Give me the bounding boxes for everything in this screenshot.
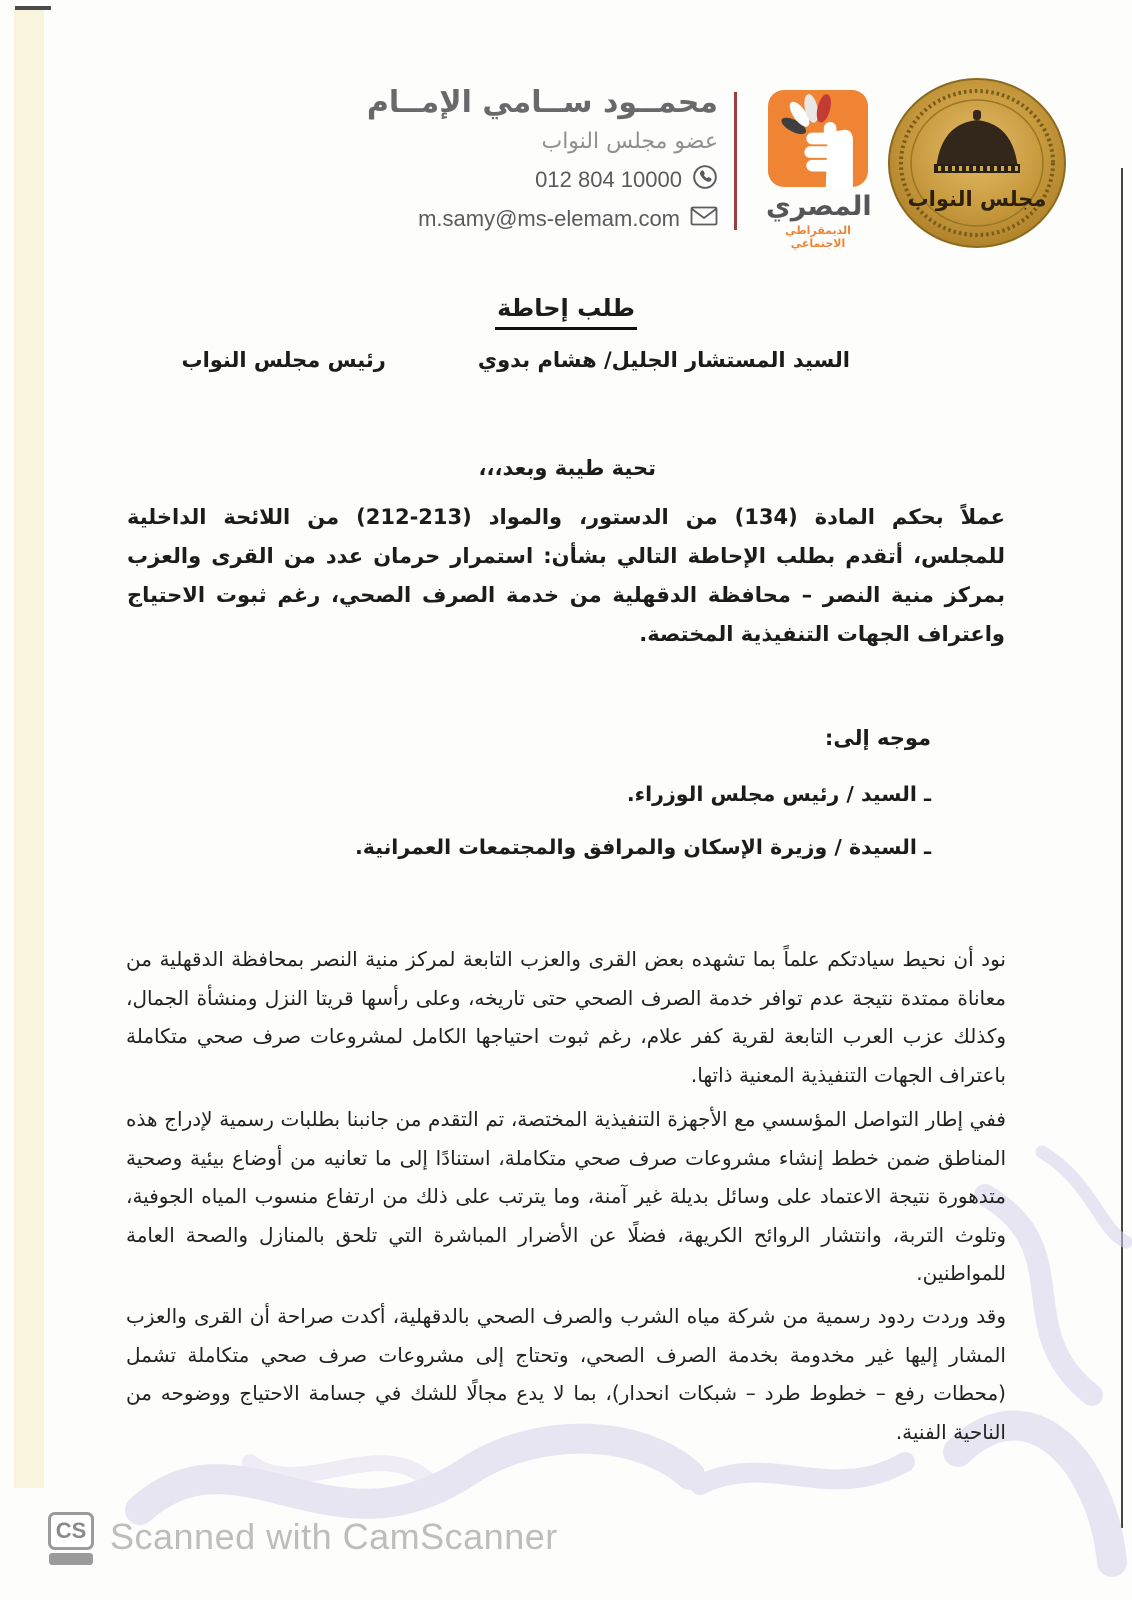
party-fist-logo (768, 90, 868, 187)
phone-row (288, 164, 718, 196)
email-row (288, 206, 718, 232)
letter-title: طلب إحاطة (0, 294, 1132, 322)
addressee-row (181, 348, 850, 372)
greeting-line: تحية طيبة وبعد،،، (478, 456, 656, 480)
recipient-housing-minister: ـ السيدة / وزيرة الإسكان والمرافق والمجتمعات العمرانية. (355, 835, 931, 859)
directed-to-label: موجه إلى: (824, 726, 931, 750)
phone-number: 012 804 10000 (535, 166, 682, 192)
camscanner-logo-text: CS (55, 1518, 87, 1543)
mp-contact-block (288, 86, 718, 232)
intro-paragraph: عملاً بحكم المادة (134) من الدستور، والمواد (213-212) من اللائحة الداخلية للمجلس، أتقدم بطلب الإحاطة التالي بشأن: استمرار حرمان عدد من القرى والعزب بمركز منية النصر – محافظة الدقهلية من خدمة الصرف الصحي، رغم ثبوت الاحتياج واعتراف الجهات التنفيذية المختصة. (127, 505, 1005, 646)
email-address: m.samy@ms-elemam.com (418, 205, 680, 231)
seal-text: مجلس النواب (907, 187, 1047, 211)
header-divider (734, 92, 737, 230)
camscanner-logo-band (49, 1553, 93, 1565)
envelope-icon (690, 206, 718, 232)
body-paragraph-2: ففي إطار التواصل المؤسسي مع الأجهزة التنفيذية المختصة، تم التقدم من جانبنا بطلبات رسمية لإدراج هذه المناطق ضمن خطط إنشاء مشروعات صرف صحي متكاملة، استنادًا إلى ما تعانيه من أوضاع بيئية وصحية متدهورة نتيجة الاعتماد على وسائل بديلة غير آمنة، وما يترتب على ذلك من ارتفاع منسوب المياه الجوفية، وتلوث التربة، وانتشار الروائح الكريهة، فضلًا عن الأضرار المباشرة التي تلحق بالمنازل والصحة العامة للمواطنين. (126, 1107, 1006, 1285)
party-name: المصري (766, 191, 872, 222)
party-subtitle: الديمقراطي الاجتماعي (785, 224, 851, 250)
body-paragraph-1: نود أن نحيط سيادتكم علماً بما تشهده بعض القرى والعزب التابعة لمركز منية النصر بمحافظة الدقهلية من معاناة ممتدة نتيجة عدم توافر خدمة الصرف الصحي حتى تاريخه، وعلى رأسها قريتا النزل ومنشأة الجمال، وكذلك عزب العرب التابعة لقرية كفر علام، رغم ثبوت احتياجها الكامل لمشروعات صرف صحي متكاملة باعتراف الجهات التنفيذية المعنية ذاتها. (126, 947, 1006, 1087)
addressee-name: السيد المستشار الجليل/ هشام بدوي (477, 348, 850, 372)
parliament-seal (888, 78, 1066, 252)
recipient-prime-minister: ـ السيد / رئيس مجلس الوزراء. (626, 782, 931, 806)
addressee-title: رئيس مجلس النواب (181, 348, 386, 372)
camscanner-caption: Scanned with CamScanner (110, 1516, 558, 1557)
body-paragraph-3: وقد وردت ردود رسمية من شركة مياه الشرب والصرف الصحي بالدقهلية، أكدت صراحة أن القرى والعزب المشار إليها غير مخدومة بخدمة الصرف الصحي، وتحتاج إلى مشروعات صرف صحي متكاملة تشمل (محطات رفع – خطوط طرد – شبكات انحدار)، بما لا يدع مجالًا للشك في جسامة الاحتياج ووضوحه من الناحية الفنية. (126, 1304, 1006, 1444)
camscanner-logo (48, 1512, 94, 1565)
camscanner-logo-box (48, 1512, 94, 1550)
party-logo-block (766, 90, 870, 250)
whatsapp-icon (692, 164, 718, 196)
mp-name: محمــود ســامي الإمــام (366, 85, 718, 120)
mp-role: عضو مجلس النواب (541, 128, 718, 154)
